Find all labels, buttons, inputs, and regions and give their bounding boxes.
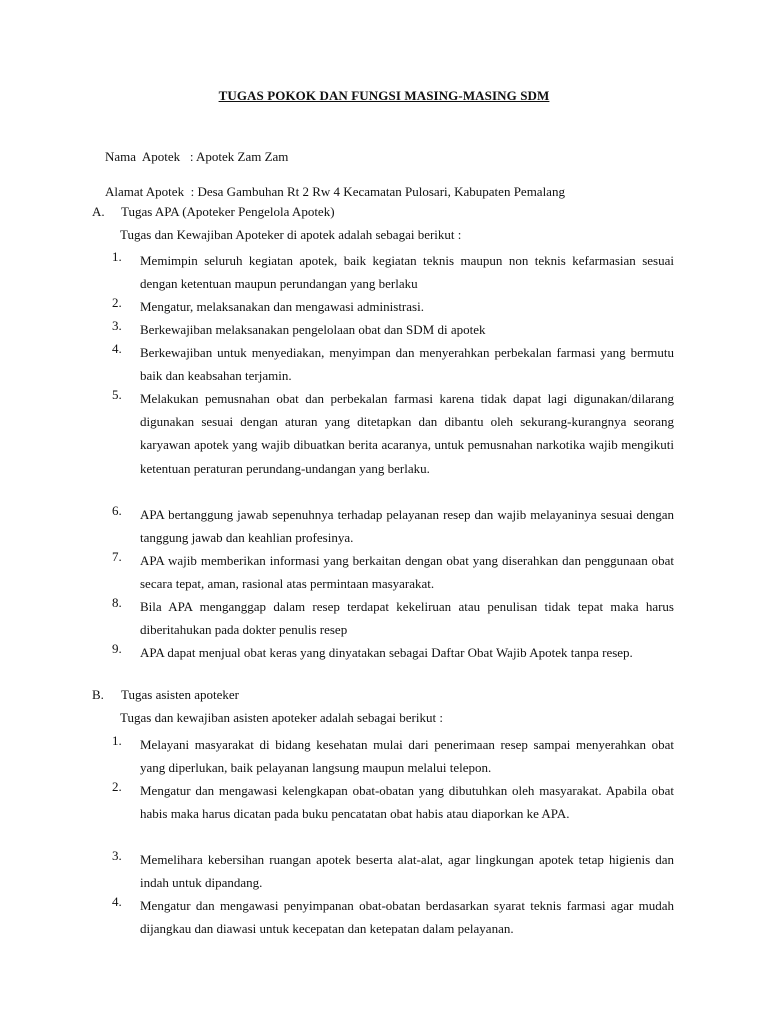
list-item-text: Berkewajiban untuk menyediakan, menyimpan dan menyerahkan perbekalan farmasi yang bermutu baik dan keabsahan terjamin. xyxy=(140,345,674,384)
list-item-number: 4. xyxy=(112,341,122,356)
list-item-number: 3. xyxy=(112,318,122,333)
section-b-intro: Tugas dan kewajiban asisten apoteker adalah sebagai berikut : xyxy=(120,710,443,725)
pharmacy-name-label: Nama Apotek xyxy=(105,149,190,164)
list-item xyxy=(112,894,674,940)
list-item-number: 5. xyxy=(112,387,122,402)
list-item xyxy=(112,503,674,549)
list-item-number: 7. xyxy=(112,549,122,564)
list-item-text: Berkewajiban melaksanakan pengelolaan obat dan SDM di apotek xyxy=(140,322,486,337)
list-item-number: 1. xyxy=(112,249,122,264)
list-item-text: APA wajib memberikan informasi yang berkaitan dengan obat yang diserahkan dan penggunaan obat secara tepat, aman, rasional atas permintaan masyarakat. xyxy=(140,553,674,592)
list-item xyxy=(112,641,674,664)
list-item-text: Bila APA menganggap dalam resep terdapat kekeliruan atau penulisan tidak tepat maka harus diberitahukan pada dokter penulis resep xyxy=(140,599,674,638)
list-item xyxy=(112,318,674,341)
list-item xyxy=(112,549,674,595)
list-item xyxy=(112,341,674,387)
list-item xyxy=(112,733,674,779)
list-item-number: 2. xyxy=(112,779,122,794)
pharmacy-address-label: Alamat Apotek xyxy=(105,184,191,199)
list-item-number: 6. xyxy=(112,503,122,518)
section-a-title: Tugas APA (Apoteker Pengelola Apotek) xyxy=(121,204,335,219)
list-item-text: Melakukan pemusnahan obat dan perbekalan farmasi karena tidak dapat lagi digunakan/dilarang digunakan sesuai dengan aturan yang ditetapkan dan dibantu oleh sekurang-kurangnya seorang karyawan apotek yang wajib dibuatkan berita acaranya, untuk pemusnahan narkotika wajib mengikuti ketentuan peraturan perundang-undangan yang berlaku. xyxy=(140,391,674,476)
list-item-text: Mengatur, melaksanakan dan mengawasi administrasi. xyxy=(140,299,424,314)
list-item-number: 1. xyxy=(112,733,122,748)
page-title: TUGAS POKOK DAN FUNGSI MASING-MASING SDM xyxy=(218,88,550,103)
list-item-number: 4. xyxy=(112,894,122,909)
list-item-number: 9. xyxy=(112,641,122,656)
pharmacy-address-value: : Desa Gambuhan Rt 2 Rw 4 Kecamatan Pulosari, Kabupaten Pemalang xyxy=(190,184,565,199)
list-item-text: Memelihara kebersihan ruangan apotek beserta alat-alat, agar lingkungan apotek tetap higienis dan indah untuk dipandang. xyxy=(140,852,674,891)
list-item xyxy=(112,848,674,894)
section-b-title: Tugas asisten apoteker xyxy=(121,687,239,702)
list-item xyxy=(112,387,674,480)
list-item-number: 8. xyxy=(112,595,122,610)
pharmacy-name-value: : Apotek Zam Zam xyxy=(189,149,289,164)
list-item-number: 3. xyxy=(112,848,122,863)
list-item xyxy=(112,249,674,295)
section-a-intro: Tugas dan Kewajiban Apoteker di apotek adalah sebagai berikut : xyxy=(120,227,462,242)
section-b-letter: B. xyxy=(92,687,104,702)
section-a-letter: A. xyxy=(92,204,105,219)
list-item-number: 2. xyxy=(112,295,122,310)
list-item-text: Memimpin seluruh kegiatan apotek, baik kegiatan teknis maupun non teknis kefarmasian sesuai dengan ketentuan maupun perundangan yang berlaku xyxy=(140,253,674,292)
list-item-text: Melayani masyarakat di bidang kesehatan mulai dari penerimaan resep sampai menyerahkan obat yang diperlukan, baik pelayanan langsung maupun melalui telepon. xyxy=(140,737,674,776)
list-item xyxy=(112,779,674,825)
list-item-text: Mengatur dan mengawasi kelengkapan obat-obatan yang dibutuhkan oleh masyarakat. Apabila obat habis maka harus dicatan pada buku pencatatan obat habis atau diaporkan ke APA. xyxy=(140,783,674,822)
list-item xyxy=(112,595,674,641)
list-item-text: Mengatur dan mengawasi penyimpanan obat-obatan berdasarkan syarat teknis farmasi agar mudah dijangkau dan diawasi untuk kecepatan dan ketepatan dalam pelayanan. xyxy=(140,898,674,937)
list-item xyxy=(112,295,674,318)
list-item-text: APA bertanggung jawab sepenuhnya terhadap pelayanan resep dan wajib melayaninya sesuai dengan tanggung jawab dan keahlian profesinya. xyxy=(140,507,674,546)
list-item-text: APA dapat menjual obat keras yang dinyatakan sebagai Daftar Obat Wajib Apotek tanpa resep. xyxy=(140,645,633,660)
